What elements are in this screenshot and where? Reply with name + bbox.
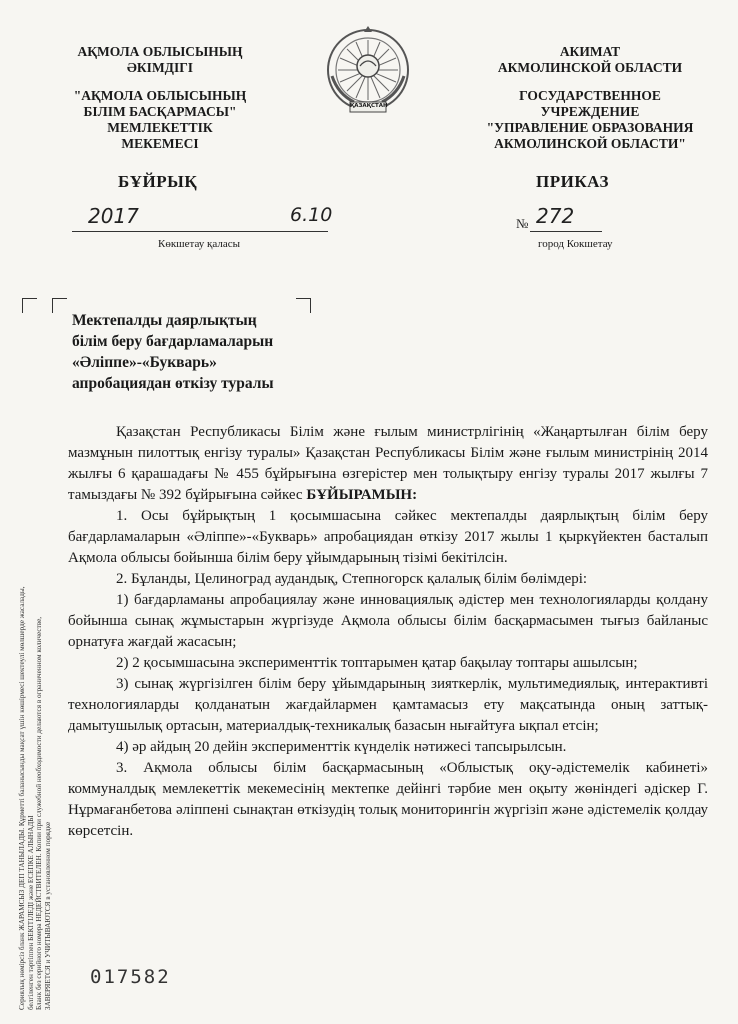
subject-line3: «Әліппе»-«Букварь» [72, 354, 217, 371]
city-ru: город Кокшетау [538, 238, 613, 250]
side-note-line1: Сериялық нөмірсіз бланк ЖАРАМСЫЗ ДЕП ТАНЫЛАДЫ. Құрметті баланысынды мақсат үшін көшірмесі шектеулі мөлшерде жасалады, [18, 586, 26, 1010]
header-left-line6: МЕКЕМЕСІ [121, 136, 199, 151]
document-body [68, 422, 708, 842]
item-3: 3. Ақмола облысы білім басқармасының «Облыстық оқу-әдістемелік кабинеті» коммуналдық мемлекеттік мекемесінің мектепке дейінгі тәрбие мен оқыту жөніндегі әдіскер Г. Нұрмағанбетова әліппені сынақтан өткізудің толық мониторингін жүргізіп және әдістемелік қолдау көрсетсін. [68, 760, 708, 839]
doc-type-kz: БҰЙРЫҚ [118, 172, 198, 191]
date-day: 6.10 [290, 204, 333, 226]
header-left [60, 44, 260, 152]
bracket-top-left-inner [52, 298, 67, 313]
subject [72, 310, 274, 394]
serial-number: 017582 [90, 966, 171, 988]
side-note [18, 586, 52, 1010]
header-right [470, 44, 710, 152]
item-2-3: 3) сынақ жүргізілген білім беру ұйымдарының зияткерлік, мультимедиялық, интерактивті технологияларды қолданатын жағдайлармен қамтамасыз ету мақсатында оның заттық-дамытушылық ортасын, материалдық-техникалық базасын нығайтуға ықпал етсін; [68, 676, 708, 734]
header-right-line3: ГОСУДАРСТВЕННОЕ [519, 88, 661, 103]
number-underline [530, 231, 602, 232]
item-2-1: 1) бағдарламаны апробациялау және инновациялық әдістер мен технологияларды қолдану бойынша сынақ жұмыстарын жүргізуде Ақмола облысы білім басқармасымен тығыз байланыс орнатуға жағдай жасасын; [68, 592, 708, 650]
number-prefix: № [516, 216, 529, 231]
doc-type-ru: ПРИКАЗ [536, 172, 609, 191]
side-note-line4: ЗАВЕРЯЕТСЯ и УЧИТЫВАЮТСЯ в установленном порядке [43, 821, 52, 1010]
header-left-line2: ӘКІМДІГІ [126, 60, 194, 75]
city-kz: Көкшетау қаласы [158, 238, 241, 250]
emblem-text: ҚАЗАҚСТАН [350, 103, 388, 109]
subject-line1: Мектепалды даярлықтың [72, 312, 257, 329]
bracket-top-right [296, 298, 311, 313]
header-right-line4: УЧРЕЖДЕНИЕ [540, 104, 640, 119]
number-value: 272 [536, 204, 575, 228]
side-note-line3: Бланк без серийного номера НЕДЕЙСТВИТЕЛЕН. Копии при служебной необходимости делаются в ограниченном количестве, [35, 616, 44, 1010]
order-word: БҰЙЫРАМЫН: [306, 487, 418, 503]
side-note-line2: белгіленген тәртіппен БЕКІТІЛЕДІ және ЕСЕПКЕ АЛЫНАДЫ [26, 815, 35, 1010]
header-left-line3: "АҚМОЛА ОБЛЫСЫНЫҢ [73, 88, 247, 103]
header-left-line1: АҚМОЛА ОБЛЫСЫНЫҢ [77, 44, 243, 59]
header-right-line2: АКМОЛИНСКОЙ ОБЛАСТИ [497, 60, 683, 75]
item-2-4: 4) әр айдың 20 дейін эксперименттік күнделік нәтижесі тапсырылсын. [116, 739, 567, 755]
header-left-line5: МЕМЛЕКЕТТІК [107, 120, 213, 135]
header-left-line4: БІЛІМ БАСҚАРМАСЫ" [83, 104, 237, 119]
bracket-top-left [22, 298, 37, 313]
item-2: 2. Бұланды, Целиноград аудандық, Степногорск қалалық білім бөлімдері: [116, 571, 588, 587]
date-underline [72, 231, 328, 232]
date-year: 2017 [88, 204, 139, 228]
state-emblem [324, 26, 412, 118]
item-2-2: 2) 2 қосымшасына эксперименттік топтарымен қатар бақылау топтары ашылсын; [116, 655, 638, 671]
subject-line4: апробациядан өткізу туралы [72, 375, 274, 392]
header-right-line5: "УПРАВЛЕНИЕ ОБРАЗОВАНИЯ [486, 120, 694, 135]
header-right-line6: АКМОЛИНСКОЙ ОБЛАСТИ" [494, 136, 686, 151]
header-right-line1: АКИМАТ [559, 44, 621, 59]
item-1: 1. Осы бұйрықтың 1 қосымшасына сәйкес мектепалды даярлықтың білім беру бағдарламаларын «Әліппе»-«Букварь» апробациядан өткізу 2017 жылы 1 қыркүйектен басталып Ақмола облысы бойынша білім беру ұйымдарының тізімі бекітілсін. [68, 508, 708, 566]
subject-line2: білім беру бағдарламаларын [72, 333, 274, 350]
preamble: Қазақстан Республикасы Білім және ғылым министрлігінің «Жаңартылған білім беру мазмұнын пилоттық енгізу туралы» Қазақстан Республикасы Білім және ғылым министрінің 2014 жылғы 6 қарашадағы № 455 бұйрығына өзгерістер мен толықтыру енгізу туралы 2017 жылғы 7 тамыздағы № 392 бұйрығына сәйкес [68, 424, 708, 503]
